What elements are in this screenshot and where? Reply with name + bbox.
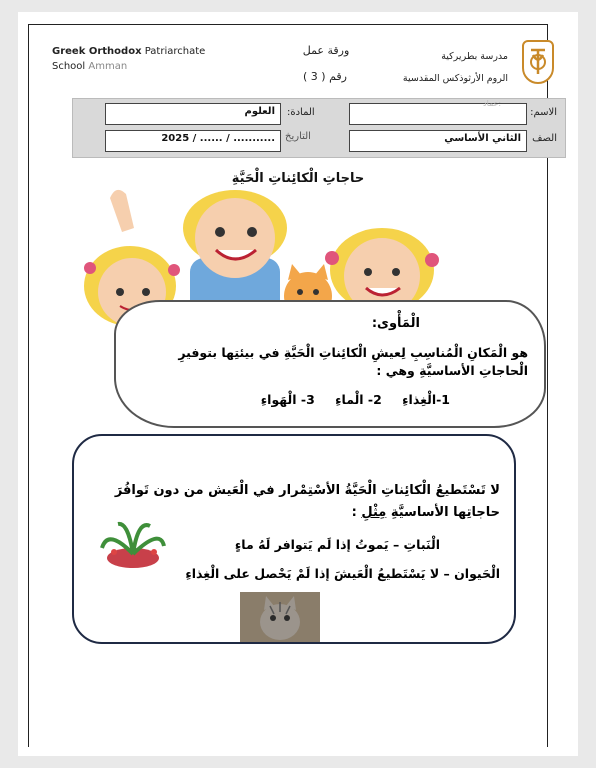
school-ar-line1: مدرسة بطريركية [441, 51, 508, 62]
name-label: الاسم: [530, 107, 557, 118]
need-air: 3- الْهَواءِ [260, 392, 315, 407]
wilted-plant-image [98, 518, 168, 570]
logo-emblem-icon [524, 42, 552, 82]
kitten-photo [240, 592, 320, 642]
date-label: التاريخ [285, 131, 311, 142]
subject-label: المادة: [287, 107, 315, 118]
school-line2-a: School [52, 61, 86, 72]
subject-field[interactable]: العلوم [105, 103, 281, 125]
school-ar-line2: الروم الأرثوذكس المقدسية [402, 73, 508, 84]
page-title: حاجاتِ الْكائِناتِ الْحَيَّةِ [231, 171, 365, 186]
needs-list [150, 392, 450, 407]
date-field[interactable]: 2025 / ...... / ........... [105, 130, 281, 152]
worksheet-number: رقم ( 3 ) [303, 70, 347, 83]
need-food: 1-الْغِذاءِ [402, 392, 450, 407]
school-logo-icon [522, 40, 554, 84]
habitat-definition: هو الْمَكانِ الْمُناسِبِ لِعيشِ الْكائِناتِ الْحَيَّةِ في بيئتِها بتوفيرِ الْحاجاتِ الأساسيَّةِ وهي : [178, 345, 528, 378]
worksheet-title: ورقة عمل [302, 44, 350, 57]
school-name-english [52, 44, 205, 74]
intro-example-word: مِثْلِ [361, 505, 387, 520]
school-name-arabic [398, 46, 508, 90]
school-name-bold: Greek Orthodox [52, 46, 142, 57]
plant-example: الْنَباتِ – يَموتُ إذا لَم يَتوافر لَهُ ماءٍ [234, 537, 440, 552]
grade-field[interactable]: الثاني الأساسي [349, 130, 527, 152]
name-watermark: عماد: [483, 99, 502, 108]
school-line2-b: Amman [85, 61, 128, 72]
grade-label: الصف [532, 133, 557, 144]
intro-colon: : [351, 505, 362, 520]
animal-example: الْحَيوان – لا يَسْتَطيعُ الْعَيشَ إذا لَمْ يَحْصل على الْغِذاءِ [185, 566, 500, 581]
need-water: 2- الْماءِ [335, 392, 382, 407]
intro-text: لا تَسْتَطيعُ الْكائِناتِ الْحَيَّةُ الأسْتِمْرار في الْعَيش من دون تَوافُرَ حاجاتِها الأساسيَّةِ [114, 483, 500, 520]
habitat-heading: الْمَأْوى: [371, 316, 420, 331]
school-name-rest: Patriarchate [141, 46, 206, 57]
student-info-box [72, 98, 566, 158]
